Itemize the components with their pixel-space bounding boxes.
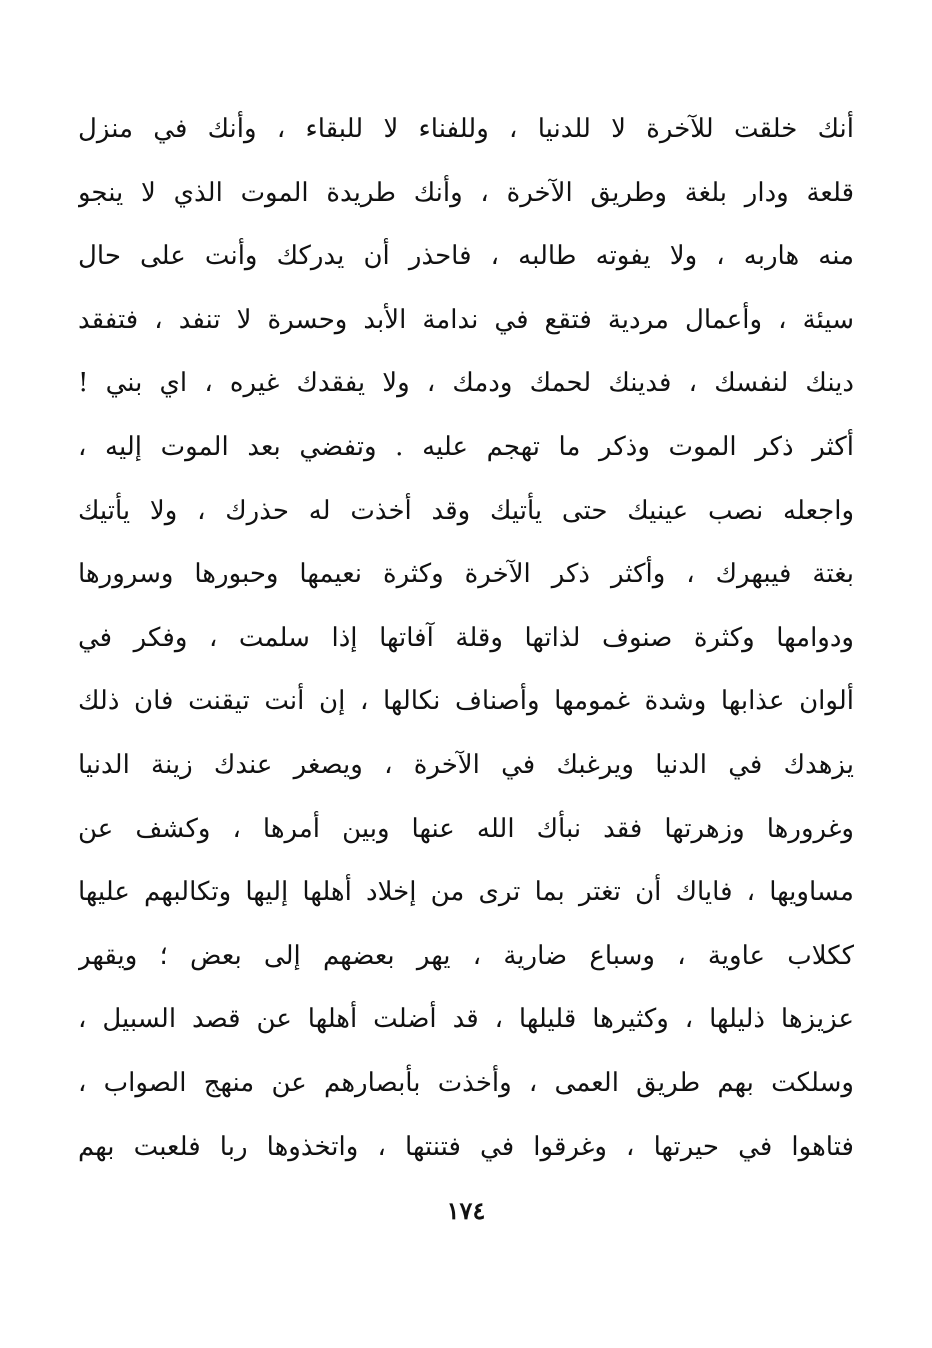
text-line: أكثر ذكر الموت وذكر ما تهجم عليه . وتفضي بعد الموت إليه ،	[78, 431, 854, 462]
text-line: سيئة ، وأعمال مردية فتقع في ندامة الأبد وحسرة لا تنفد ، فتفقد	[78, 304, 854, 335]
text-line: ودوامها وكثرة صنوف لذاتها وقلة آفاتها إذا سلمت ، وفكر في	[78, 622, 854, 653]
text-line: ألوان عذابها وشدة غمومها وأصناف نكالها ، إن أنت تيقنت فان ذلك	[78, 686, 854, 717]
text-line: بغتة فيبهرك ، وأكثر ذكر الآخرة وكثرة نعيمها وحبورها وسرورها	[78, 559, 854, 590]
text-line: وسلكت بهم طريق العمى ، وأخذت بأبصارهم عن منهج الصواب ،	[78, 1067, 854, 1098]
text-line: أنك خلقت للآخرة لا للدنيا ، وللفناء لا للبقاء ، وأنك في منزل	[78, 114, 854, 144]
text-line: وغرورها وزهرتها فقد نبأك الله عنها وبين أمرها ، وكشف عن	[78, 813, 854, 844]
text-line: منه هاربه ، ولا يفوته طالبه ، فاحذر أن يدركك وأنت على حال	[78, 241, 854, 272]
text-line: فتاهوا في حيرتها ، وغرقوا في فتنتها ، واتخذوها ربا فلعبت بهم	[78, 1131, 854, 1162]
text-line: قلعة ودار بلغة وطريق الآخرة ، وأنك طريدة الموت الذي لا ينجو	[78, 177, 854, 208]
text-line: ككلاب عاوية ، وسباع ضارية ، يهر بعضهم إلى بعض ؛ ويقهر	[78, 940, 854, 971]
text-line: عزيزها ذليلها ، وكثيرها قليلها ، قد أضلت أهلها عن قصد السبيل ،	[78, 1004, 854, 1035]
page-number: ١٧٤	[446, 1196, 486, 1225]
text-line: واجعله نصب عينيك حتى يأتيك وقد أخذت له حذرك ، ولا يأتيك	[78, 495, 854, 526]
body-text	[78, 98, 854, 1179]
text-line: مساويها ، فاياك أن تغتر بما ترى من إخلاد أهلها إليها وتكالبهم عليها	[78, 877, 854, 908]
text-line: يزهدك في الدنيا ويرغبك في الآخرة ، ويصغر عندك زينة الدنيا	[78, 749, 854, 780]
text-line: دينك لنفسك ، فدينك لحمك ودمك ، ولا يفقدك غيره ، اي بني !	[78, 368, 854, 399]
